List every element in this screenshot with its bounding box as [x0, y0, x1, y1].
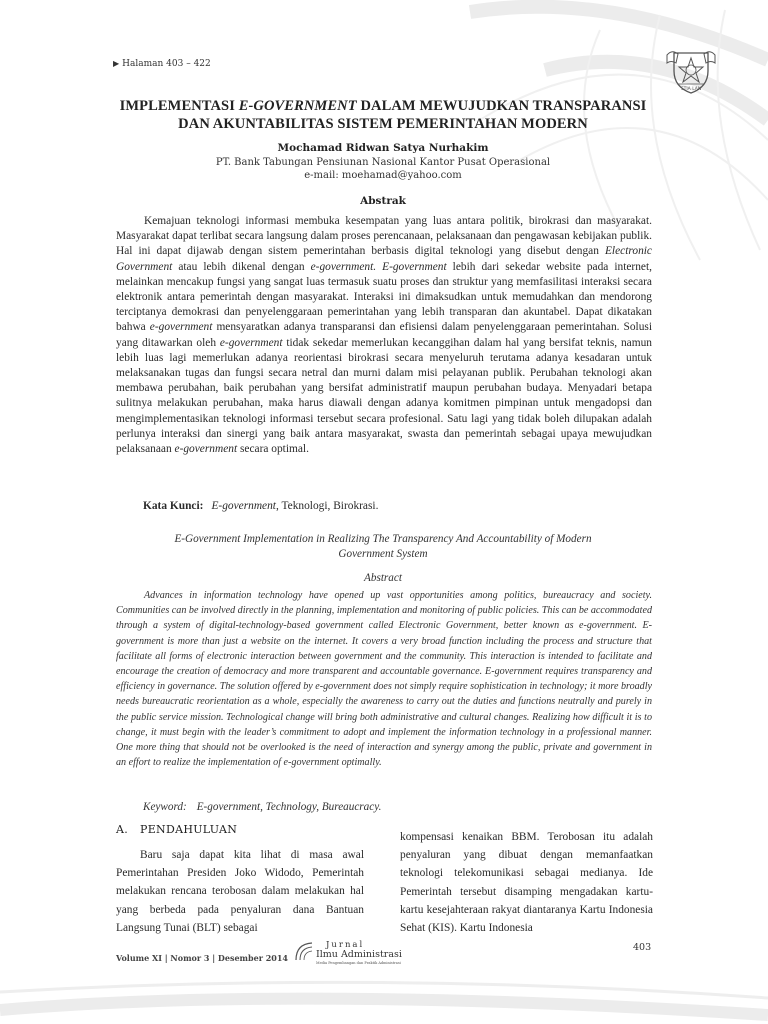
title-line-2: DAN AKUNTABILITAS SISTEM PEMERINTAHAN MODERN — [178, 116, 588, 132]
abstrak-body: Kemajuan teknologi informasi membuka kesempatan yang luas antara politik, birokrasi dan masyarakat. Masyarakat dapat terlibat secara langsung dalam proses perencanaan, pelaksanaan dan pengawasan kebijakan publik. Hal ini dapat dijawab dengan sistem pemerintahan berbasis digital teknologi yang disebut dengan Electronic Government atau lebih dikenal dengan e-government. E-government lebih dari sekedar website pada internet, melainkan mencakup fungsi yang sangat luas termasuk suatu proses dan struktur yang memfasilitasi interaksi secara elektronik antara pemerintah dengan masyarakat. Interaksi ini dimaksudkan untuk memudahkan dan mendorong terciptanya demokrasi dan penyelenggaraan pemerintahan yang lebih transparan dan akuntabel. Dapat dikatakan bahwa e-government mensyaratkan adanya transparansi dan efisiensi dalam penyelenggaraan pemerintahan. Solusi yang ditawarkan oleh e-government tidak sekedar memerlukan kecanggihan dalam hal yang bersifat teknis, namun lebih luas lagi memerlukan adanya reorientasi birokrasi secara menyeluruh terutama adanya kesadaran untuk melaksanakan tugas dan fungsi secara netral dan murni dalam misi pelayanan publik. Perubahan teknologi akan membawa perubahan, baik perubahan yang bersifat administratif maupun perubahan budaya. Menyadari betapa sulitnya melakukan perubahan, maka harus diawali dengan adanya komitmen pimpinan untuk mengadopsi dan mengimplementasikan teknologi informasi tersebut secara profesional. Satu lagi yang tidak boleh dilupakan adalah perlunya interaksi dan sinergi yang baik antara masyarakat, swasta dan pemerintah sebagai upaya mewujudkan pelaksanaan e-government secara optimal. — [116, 215, 653, 456]
body-column-right: kompensasi kenaikan BBM. Terobosan itu adalah penyaluran yang dibuat dengan memanfaatkan teknologi telekomunikasi sebagai medianya. Ide Pemerintah tersebut disamping mengadakan kartu-kartu kesejahteraan rakyat diantaranya Kartu Indonesia Sehat (KIS). Kartu Indonesia — [400, 831, 653, 935]
journal-logo: Jurnal Ilmu Administrasi Media Pengembangan dan Praktik Administrasi — [294, 940, 370, 970]
author-email: e-mail: moehamad@yahoo.com — [304, 170, 462, 181]
abstract-body: Advances in information technology have opened up vast opportunities among politics, bureaucracy and society. Communities can be involved directly in the planning, implementation and monitoring of public policies. This can be accommodated through a system of digital-technology-based government called Electronic Government, better known as e-government. E-government is more than just a website on the internet. It covers a very broad function including the process and structure that facilitate all forms of electronic interaction between government and the community. This interaction is intended to facilitate and encourage the creation of democracy and more transparent and accountable governance. E-government requires transparency and efficiency in governance. The solution offered by e-government does not simply require sophistication in technology; it more broadly needs bureaucratic reorientation as a whole, especially the awareness to carry out the duties and functions neutrally and purely in the public service mission. Technological change will bring both administrative and cultural changes. Realizing how difficult it is to change, it must begin with the leader’s commitment to adopt and implement the information technology in a professional manner. One more thing that should not be overlooked is the need of interaction and synergy among the public, private and government in an effort to realize the implementation of e-government optimally. — [116, 590, 652, 769]
abstract-heading: Abstract — [364, 572, 402, 584]
footer-volume: Volume XI | Nomor 3 | Desember 2014 — [116, 953, 288, 963]
stia-lan-logo — [664, 43, 718, 97]
page-number: 403 — [633, 942, 652, 953]
abstrak-heading: Abstrak — [360, 195, 406, 207]
title-line-1: IMPLEMENTASI E-GOVERNMENT DALAM MEWUJUDKAN TRANSPARANSI — [119, 98, 647, 114]
page-range: ▶ Halaman 403 – 422 — [113, 59, 211, 69]
section-heading: A. PENDAHULUAN — [116, 823, 238, 836]
author-affiliation: PT. Bank Tabungan Pensiunan Nasional Kantor Pusat Operasional — [215, 157, 551, 168]
english-title: E-Government Implementation in Realizing The Transparency And Accountability of Modern Government System — [174, 533, 592, 560]
paper-title — [113, 97, 653, 133]
body-column-left: Baru saja dapat kita lihat di masa awal Pemerintahan Presiden Joko Widodo, Pemerintah melakukan rencana terobosan dalam melakukan hal yang berbeda pada penyaluran dana Bantuan Langsung Tunai (BLT) sebagai — [116, 849, 364, 934]
author-name: Mochamad Ridwan Satya Nurhakim — [277, 142, 489, 154]
journal-arc-icon — [294, 940, 316, 962]
kata-kunci: Kata Kunci: E-government, Teknologi, Birokrasi. — [143, 500, 379, 512]
svg-text:STIA LAN: STIA LAN — [680, 87, 702, 92]
triangle-bullet-icon: ▶ — [113, 59, 120, 68]
keywords: Keyword: E-government, Technology, Bureaucracy. — [143, 801, 382, 813]
